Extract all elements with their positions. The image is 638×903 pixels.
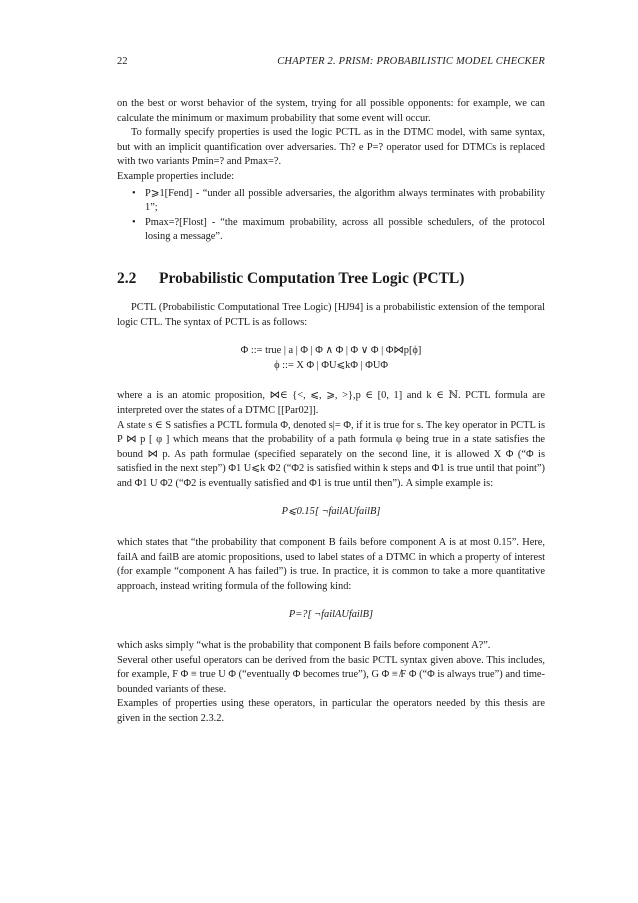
semantics-paragraph-1: where a is an atomic proposition, ⋈∈ {<, ⩽, ⩾, >},p ∈ [0, 1] and k ∈ ℕ. PCTL formula are interpreted over the states of a DTMC [[Par02]]. xyxy=(117,390,545,416)
list-item: • Pmax=?[Flost] - “the maximum probability, across all possible schedulers, of the protocol losing a message”. xyxy=(145,216,545,245)
syntax-block xyxy=(117,344,545,373)
intro-paragraph: on the best or worst behavior of the system, trying for all possible opponents: for example, we can calculate the minimum or maximum probability that some event will occur. xyxy=(117,98,545,124)
running-title: CHAPTER 2. PRISM: PROBABILISTIC MODEL CHECKER xyxy=(277,56,545,67)
syntax-line-path: ϕ ::= X Φ | ΦU⩽kΦ | ΦUΦ xyxy=(274,359,388,371)
page-number: 22 xyxy=(117,56,128,67)
pctl-mdp-paragraph: To formally specify properties is used the logic PCTL as in the DTMC model, with same syntax, but with an implicit quantification over adversaries. Th? e P=? operator used for DTMCs is replaced with two variants Pmin=? and Pmax=?. xyxy=(117,127,545,168)
derived-operators-paragraph: Several other useful operators can be derived from the basic PCTL syntax given above. This includes, for example, F Φ ≡ true U Φ (“eventually Φ becomes true”), G Φ ≡ ̸F Φ (“Φ is always true”) and time-bounded variants of these. xyxy=(117,654,545,695)
syntax-line-state: Φ ::= true | a | Φ | Φ ∧ Φ | Φ ∨ Φ | Φ⋈p[ϕ] xyxy=(240,345,422,357)
list-item: • P⩾1[Fend] - “under all possible adversaries, the algorithm always terminates with probability 1”; xyxy=(145,187,545,216)
section-heading xyxy=(117,269,545,289)
example-intro: Example properties include: xyxy=(117,170,235,182)
section-title: Probabilistic Computation Tree Logic (PCTL) xyxy=(159,269,465,287)
section-number: 2.2 xyxy=(117,269,137,287)
running-header xyxy=(117,55,545,69)
section-intro-paragraph: PCTL (Probabilistic Computational Tree Logic) [HJ94] is a probabilistic extension of the temporal logic CTL. The syntax of PCTL is as follows: xyxy=(117,301,545,328)
example-2-explanation: which asks simply “what is the probability that component B fails before component A?”. xyxy=(117,640,491,652)
property-list xyxy=(117,187,545,245)
example-1-explanation: which states that “the probability that component B fails before component A is at most 0.15”. Here, failA and failB are atomic propositions, used to label states of a DTMC in which a property of interest (for example “component A has failed”) is true. In practice, it is common to take a more quantitative approach, instead writing formula of the following kind: xyxy=(117,537,545,592)
closing-paragraph: Examples of properties using these operators, in particular the operators needed by this thesis are given in the section 2.3.2. xyxy=(117,698,545,724)
example-formula-bounded: P⩽0.15[ ¬failAUfailB] xyxy=(281,506,381,518)
semantics-paragraph-2: A state s ∈ S satisfies a PCTL formula Φ, denoted s|= Φ, if it is true for s. The key operator in PCTL is P ⋈ p [ φ ] which means that the probability of a path formula φ being true in a state satisfies the bound ⋈ p. As path formulae (specified separately on the second line, it is allowed X Φ (“Φ is satisfied in the next step”) Φ1 U⩽k Φ2 (“Φ2 is satisfied within k steps and Φ1 is true until that point”) and Φ1 U Φ2 (“Φ2 is eventually satisfied and Φ1 is true until then”). A simple example is: xyxy=(117,419,545,489)
page xyxy=(117,55,545,727)
example-formula-quantitative: P=?[ ¬failAUfailB] xyxy=(288,609,374,621)
